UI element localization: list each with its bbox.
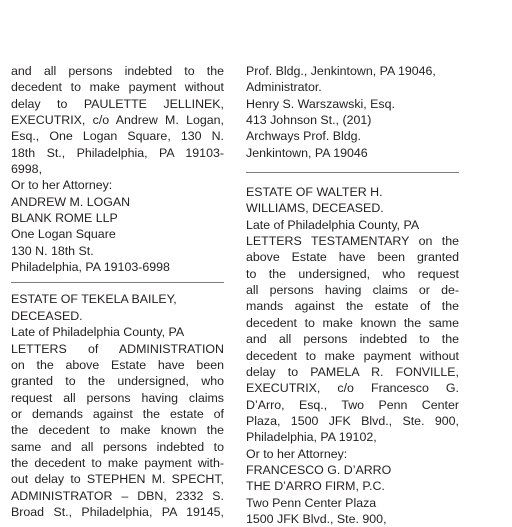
text-line: the decedent to make payment with- <box>11 455 224 470</box>
text-line: Esq., One Logan Square, 130 N. <box>11 129 224 144</box>
text-line: Archways Prof. Bldg. <box>246 129 362 144</box>
text-line: LETTERS of ADMINISTRATION <box>11 341 224 356</box>
notice-heading: WILLIAMS, DECEASED. <box>246 201 384 216</box>
text-line: request all persons having claims <box>11 390 224 405</box>
paulette-jellinek-notice-tail <box>11 63 224 275</box>
text-line: delay to PAULETTE JELLINEK, <box>11 96 224 111</box>
text-line: One Logan Square <box>11 227 116 242</box>
text-line: 18th St., Philadelphia, PA 19103- <box>11 145 224 160</box>
text-line: decedent to make payment without <box>11 80 224 95</box>
text-line: FRANCESCO G. D’ARRO <box>246 462 392 477</box>
text-line: Broad St., Philadelphia, PA 19145, <box>11 504 224 519</box>
text-line: to the undersigned, who request <box>246 266 459 281</box>
text-line: same and all persons indebted to <box>11 439 224 454</box>
text-line: Late of Philadelphia County, PA <box>11 325 185 340</box>
text-line: 413 Johnson St., (201) <box>246 113 372 128</box>
text-line: LETTERS TESTAMENTARY on the <box>246 234 459 249</box>
notice-divider <box>11 282 224 283</box>
text-line: Prof. Bldg., Jenkintown, PA 19046, <box>246 64 436 78</box>
notice-heading: DECEASED. <box>11 308 83 323</box>
text-line: ANDREW M. LOGAN <box>11 194 131 209</box>
tekela-bailey-estate-notice <box>11 291 224 520</box>
text-line: Or to her Attorney: <box>11 178 113 193</box>
text-line: THE D’ARRO FIRM, P.C. <box>246 479 385 494</box>
text-line: ADMINISTRATOR – DBN, 2332 S. <box>11 488 224 503</box>
text-line: all persons having claims or de- <box>246 283 459 298</box>
right-column <box>246 63 459 527</box>
text-line: and all persons indebted to the <box>246 332 459 347</box>
notice-heading: ESTATE OF TEKELA BAILEY, <box>11 292 177 307</box>
text-line: Philadelphia, PA 19103-6998 <box>11 260 170 275</box>
notice-divider <box>246 172 459 173</box>
text-line: on the above Estate have been <box>11 357 224 372</box>
text-line: and all persons indebted to the <box>11 64 224 78</box>
text-line: Late of Philadelphia County, PA <box>246 217 420 232</box>
text-line: Plaza, 1500 JFK Blvd., Ste. 900, <box>246 413 459 428</box>
text-line: out delay to STEPHEN M. SPECHT, <box>11 472 224 487</box>
text-line: Administrator. <box>246 80 322 95</box>
text-line: granted to the undersigned, who <box>11 374 224 389</box>
text-line: delay to PAMELA R. FONVILLE, <box>246 364 459 379</box>
text-line: the decedent to make known the <box>11 423 224 438</box>
previous-notice-tail <box>246 63 459 161</box>
text-line: Jenkintown, PA 19046 <box>246 145 368 160</box>
text-line: Philadelphia, PA 19102, <box>246 430 377 445</box>
text-line: above Estate have been granted <box>246 250 459 265</box>
text-line: decedent to make known the same <box>246 315 459 330</box>
text-line: BLANK ROME LLP <box>11 211 118 226</box>
text-line: Henry S. Warszawski, Esq. <box>246 96 395 111</box>
text-line: decedent to make payment without <box>246 348 459 363</box>
text-line: Or to her Attorney: <box>246 446 348 461</box>
text-line: EXECUTRIX, c/o Andrew M. Logan, <box>11 113 224 128</box>
notice-heading: ESTATE OF WALTER H. <box>246 185 383 200</box>
text-line: mands against the estate of the <box>246 299 459 314</box>
text-line: D’Arro, Esq., Two Penn Center <box>246 397 459 412</box>
text-line: 1500 JFK Blvd., Ste. 900, <box>246 511 387 526</box>
text-line: or demands against the estate of <box>11 406 224 421</box>
text-line: 130 N. 18th St. <box>11 243 94 258</box>
text-line: EXECUTRIX, c/o Francesco G. <box>246 381 459 396</box>
walter-williams-estate-notice <box>246 184 459 527</box>
left-column <box>11 63 224 520</box>
text-line: Two Penn Center Plaza <box>246 495 377 510</box>
text-line: 6998, <box>11 162 43 177</box>
